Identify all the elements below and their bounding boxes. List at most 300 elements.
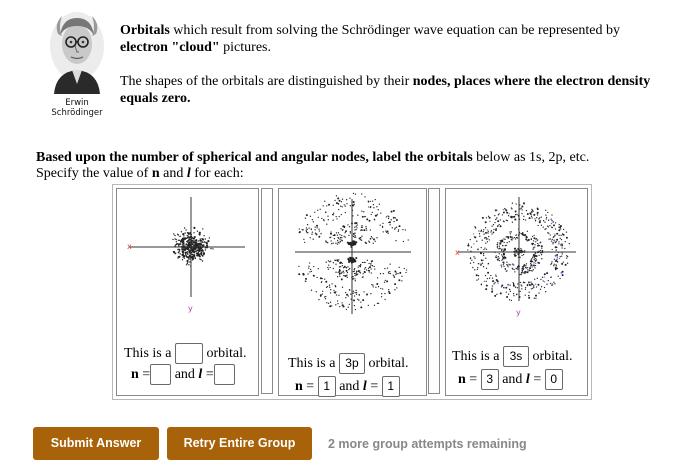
density-dot <box>356 294 357 295</box>
density-dot <box>521 288 522 289</box>
retry-entire-group-button[interactable]: Retry Entire Group <box>167 427 312 460</box>
density-dot <box>506 212 508 214</box>
density-dot <box>535 298 536 299</box>
density-dot <box>332 220 333 221</box>
density-dot <box>340 266 341 267</box>
density-dot <box>530 214 531 215</box>
density-dot <box>354 235 355 236</box>
density-dot <box>513 293 514 294</box>
density-dot <box>558 226 559 227</box>
density-dot <box>510 236 511 237</box>
density-dot <box>362 217 363 218</box>
density-dot <box>501 260 502 261</box>
density-dot <box>493 229 494 230</box>
density-dot <box>376 283 378 285</box>
density-dot <box>503 287 504 288</box>
density-dot <box>531 216 532 217</box>
density-dot <box>506 270 507 271</box>
density-dot <box>515 211 517 213</box>
orbital-3-n-input[interactable]: 3 <box>481 369 499 390</box>
density-dot <box>551 223 552 224</box>
density-dot <box>515 238 516 239</box>
density-dot <box>528 297 530 299</box>
density-dot <box>467 245 469 247</box>
density-dot <box>391 211 393 213</box>
density-dot <box>560 256 561 257</box>
density-dot <box>473 256 474 257</box>
density-dot <box>310 216 311 217</box>
density-dot <box>377 303 378 304</box>
density-dot <box>395 274 396 275</box>
density-dot <box>339 272 341 274</box>
density-dot <box>338 259 339 260</box>
density-dot <box>375 287 376 288</box>
density-dot <box>539 217 540 218</box>
density-dot <box>326 302 327 303</box>
density-dot <box>318 268 319 269</box>
density-dot <box>558 276 559 277</box>
density-dot <box>555 222 556 223</box>
density-dot <box>535 220 536 221</box>
density-dot <box>519 257 520 258</box>
density-dot <box>349 268 350 269</box>
density-dot <box>543 220 544 221</box>
density-dot <box>370 238 371 239</box>
density-dot <box>561 255 562 256</box>
density-dot <box>527 285 528 286</box>
density-dot <box>192 259 193 260</box>
density-dot <box>560 238 561 239</box>
density-dot <box>508 264 509 265</box>
density-dot <box>349 289 350 290</box>
density-dot <box>378 303 379 304</box>
density-dot <box>341 237 342 238</box>
density-dot <box>509 299 510 300</box>
density-dot <box>484 281 485 282</box>
density-dot <box>537 207 538 208</box>
density-dot <box>368 240 369 241</box>
density-dot <box>526 236 527 237</box>
density-dot <box>526 271 528 273</box>
density-dot <box>533 240 534 241</box>
density-dot <box>526 263 527 264</box>
density-dot <box>562 274 564 276</box>
density-dot <box>189 261 190 262</box>
density-dot <box>522 232 523 233</box>
density-dot <box>406 269 407 270</box>
density-dot <box>540 279 541 280</box>
orbital-2-label-row <box>288 353 409 374</box>
density-dot <box>544 287 545 288</box>
density-dot <box>315 226 316 227</box>
density-dot <box>305 218 306 219</box>
density-dot <box>485 221 487 223</box>
density-dot <box>330 302 331 303</box>
density-dot <box>337 197 339 199</box>
density-dot <box>492 285 493 286</box>
question-line2-a: Specify the value of <box>36 166 152 181</box>
density-dot <box>368 305 369 306</box>
density-dot <box>348 307 349 308</box>
density-dot <box>544 229 545 230</box>
density-dot <box>189 242 190 243</box>
density-dot <box>305 280 306 281</box>
density-dot <box>393 276 394 277</box>
density-dot <box>335 243 336 244</box>
density-dot <box>496 294 497 295</box>
submit-answer-button[interactable]: Submit Answer <box>33 427 159 460</box>
density-dot <box>365 226 366 227</box>
density-dot <box>526 210 527 211</box>
density-dot <box>551 285 552 286</box>
density-dot <box>380 273 381 274</box>
density-dot <box>500 225 502 227</box>
density-dot <box>366 294 368 296</box>
density-dot <box>530 270 531 271</box>
density-dot <box>185 229 186 230</box>
density-dot <box>355 193 356 194</box>
density-dot <box>179 250 180 251</box>
density-dot <box>338 295 339 296</box>
density-dot <box>195 257 196 258</box>
density-dot <box>355 236 356 237</box>
density-dot <box>346 199 347 200</box>
density-dot <box>319 230 320 231</box>
density-dot <box>520 284 521 285</box>
density-dot <box>555 228 556 229</box>
density-dot <box>345 237 346 238</box>
density-dot <box>562 233 563 234</box>
orbital-panel-2 <box>278 188 427 396</box>
density-dot <box>341 273 342 274</box>
density-dot <box>316 233 318 235</box>
density-dot <box>342 230 343 231</box>
density-dot <box>481 260 482 261</box>
density-dot <box>209 237 210 238</box>
density-dot <box>394 289 395 290</box>
density-dot <box>527 269 528 270</box>
density-dot <box>366 218 368 220</box>
density-dot <box>360 239 361 240</box>
density-dot <box>504 242 505 243</box>
density-dot <box>541 258 542 259</box>
density-dot <box>331 240 332 241</box>
density-dot <box>477 267 478 268</box>
density-dot <box>371 236 372 237</box>
density-dot <box>529 292 530 293</box>
density-dot <box>205 249 206 250</box>
density-dot <box>495 256 496 257</box>
density-dot <box>183 244 184 245</box>
density-dot <box>183 250 184 251</box>
density-dot <box>534 267 535 268</box>
density-dot <box>561 247 562 248</box>
intro-text <box>120 22 665 107</box>
density-dot <box>313 221 314 222</box>
density-dot <box>342 271 343 272</box>
density-dot <box>545 210 546 211</box>
density-dot <box>503 212 505 214</box>
density-dot <box>396 219 398 221</box>
density-dot <box>408 239 409 240</box>
density-dot <box>480 265 481 266</box>
density-dot <box>507 265 508 266</box>
density-dot <box>497 242 498 243</box>
density-dot <box>492 289 493 290</box>
l-label: l <box>198 366 203 382</box>
density-dot <box>330 233 332 235</box>
density-dot <box>369 220 371 222</box>
density-dot <box>187 253 188 254</box>
density-dot <box>335 291 336 292</box>
density-dot <box>364 262 365 263</box>
density-dot <box>373 243 374 244</box>
density-dot <box>188 249 189 250</box>
orbital-3-suffix: orbital. <box>532 348 573 364</box>
density-dot <box>357 299 358 300</box>
density-dot <box>188 233 189 234</box>
density-dot <box>342 263 343 264</box>
density-dot <box>372 285 373 286</box>
density-dot <box>482 263 483 264</box>
density-dot <box>538 284 540 286</box>
density-dot <box>536 217 537 218</box>
density-dot <box>340 206 341 207</box>
density-dot <box>519 208 520 209</box>
density-dot <box>341 240 342 241</box>
density-dot <box>526 237 527 238</box>
density-dot <box>327 242 328 243</box>
density-dot <box>370 263 371 264</box>
density-dot <box>533 255 534 256</box>
density-dot <box>207 240 209 242</box>
density-dot <box>371 214 372 215</box>
density-dot <box>387 231 389 233</box>
density-dot <box>360 237 361 238</box>
density-dot <box>505 245 506 246</box>
density-dot <box>396 227 397 228</box>
density-dot <box>326 224 327 225</box>
density-dot <box>527 231 528 232</box>
orbital-3-l-input[interactable]: 0 <box>545 369 563 390</box>
density-dot <box>200 240 202 242</box>
density-dot <box>500 219 501 220</box>
density-dot <box>561 243 562 244</box>
density-dot <box>318 236 320 238</box>
density-dot <box>182 242 183 243</box>
density-dot <box>493 283 494 284</box>
density-dot <box>523 216 524 217</box>
density-dot <box>531 239 532 240</box>
orbital-2-l-input[interactable]: 1 <box>382 376 400 397</box>
density-dot <box>355 229 356 230</box>
density-dot <box>368 270 369 271</box>
density-dot <box>333 268 334 269</box>
density-dot <box>362 277 363 278</box>
density-dot <box>337 261 338 262</box>
orbital-2-n-input[interactable]: 1 <box>318 376 336 397</box>
density-dot <box>187 263 188 264</box>
density-dot <box>372 237 373 238</box>
density-dot <box>487 272 489 274</box>
density-dot <box>337 237 338 238</box>
density-dot <box>307 273 308 274</box>
density-dot <box>377 214 378 215</box>
density-dot <box>328 264 329 265</box>
density-dot <box>561 272 563 274</box>
density-dot <box>325 212 326 213</box>
density-dot <box>495 210 496 211</box>
density-dot <box>178 234 179 235</box>
density-dot <box>536 238 537 239</box>
equals-sign: = <box>469 371 478 387</box>
density-dot <box>556 247 557 248</box>
density-dot <box>533 237 535 239</box>
density-dot <box>508 215 509 216</box>
density-dot <box>368 206 369 207</box>
density-dot <box>360 266 361 267</box>
density-dot <box>510 233 511 234</box>
density-dot <box>345 297 346 298</box>
density-dot <box>338 209 339 210</box>
orbital-2-quantum-row <box>295 376 400 397</box>
density-dot <box>496 218 497 219</box>
density-dot <box>385 230 386 231</box>
density-dot <box>195 249 196 250</box>
density-dot <box>513 269 514 270</box>
density-dot <box>507 220 508 221</box>
density-dot <box>186 252 187 253</box>
density-dot <box>523 265 524 266</box>
density-dot <box>320 294 322 296</box>
intro-p1-text: which result from solving the Schrödinger wave equation can be represented by <box>169 23 620 38</box>
density-dot <box>354 227 355 228</box>
panel-separator <box>428 188 440 394</box>
density-dot <box>333 205 334 206</box>
density-dot <box>404 268 405 269</box>
density-dot <box>328 260 329 261</box>
density-dot <box>386 280 388 282</box>
density-dot <box>310 237 311 238</box>
density-dot <box>505 209 506 210</box>
density-dot <box>501 240 503 242</box>
density-dot <box>306 231 307 232</box>
density-dot <box>355 309 356 310</box>
density-dot <box>179 249 180 250</box>
orbital-1-n-input[interactable] <box>150 364 171 385</box>
density-dot <box>521 213 522 214</box>
density-dot <box>384 293 385 294</box>
density-dot <box>373 207 374 208</box>
density-dot <box>312 219 313 220</box>
density-dot <box>303 239 304 240</box>
density-dot <box>337 303 338 304</box>
density-dot <box>331 283 332 284</box>
density-dot <box>554 259 555 260</box>
density-dot <box>535 241 536 242</box>
density-dot <box>502 214 503 215</box>
density-dot <box>305 278 307 280</box>
density-dot <box>342 265 343 266</box>
density-dot <box>483 255 484 256</box>
density-dot <box>473 233 474 234</box>
density-dot <box>502 245 503 246</box>
density-dot <box>473 262 474 263</box>
density-dot <box>531 209 532 210</box>
density-dot <box>530 282 531 283</box>
density-dot <box>371 261 372 262</box>
density-dot <box>561 239 562 240</box>
density-dot <box>510 291 511 292</box>
orbital-1-l-input[interactable] <box>214 364 235 385</box>
density-dot <box>341 302 342 303</box>
density-dot <box>546 284 547 285</box>
portrait-image <box>46 6 108 98</box>
density-dot <box>551 226 552 227</box>
density-dot <box>481 247 482 248</box>
density-dot <box>533 287 534 288</box>
density-dot <box>478 263 479 264</box>
density-dot <box>501 285 503 287</box>
and-label: and <box>174 366 195 382</box>
density-dot <box>551 263 552 264</box>
density-dot <box>385 280 386 281</box>
question-n-symbol: n <box>151 166 160 181</box>
density-dot <box>474 226 475 227</box>
orbital-3-type-input[interactable]: 3s <box>503 346 529 367</box>
orbital-1-type-input[interactable] <box>175 343 203 364</box>
density-dot <box>499 242 500 243</box>
density-dot <box>516 203 517 204</box>
density-dot <box>311 228 312 229</box>
density-dot <box>501 286 502 287</box>
density-dot <box>483 234 484 235</box>
density-dot <box>481 284 482 285</box>
density-dot <box>312 231 313 232</box>
density-dot <box>485 288 487 290</box>
density-dot <box>314 229 315 230</box>
density-dot <box>179 236 180 237</box>
density-dot <box>558 241 559 242</box>
orbital-panel-3 <box>445 188 588 396</box>
density-dot <box>524 272 525 273</box>
density-dot <box>353 193 354 194</box>
portrait-caption-last: Schrödinger <box>51 108 103 118</box>
orbital-2-type-input[interactable]: 3p <box>339 353 365 374</box>
density-dot <box>354 229 355 230</box>
density-dot <box>354 305 355 306</box>
density-dot <box>534 257 535 258</box>
density-dot <box>374 268 375 269</box>
density-dot <box>184 232 185 233</box>
density-dot <box>374 305 375 306</box>
density-dot <box>318 228 319 229</box>
density-dot <box>532 217 533 218</box>
density-dot <box>516 214 517 215</box>
density-dot <box>537 278 538 279</box>
density-dot <box>486 232 487 233</box>
density-dot <box>542 277 543 278</box>
density-dot <box>500 240 501 241</box>
density-dot <box>309 271 310 272</box>
density-dot <box>358 300 359 301</box>
orbital-2-suffix: orbital. <box>368 355 409 371</box>
density-dot <box>506 262 507 263</box>
density-dot <box>354 278 355 279</box>
density-dot <box>563 261 564 262</box>
density-dot <box>498 256 499 257</box>
density-dot <box>555 241 556 242</box>
